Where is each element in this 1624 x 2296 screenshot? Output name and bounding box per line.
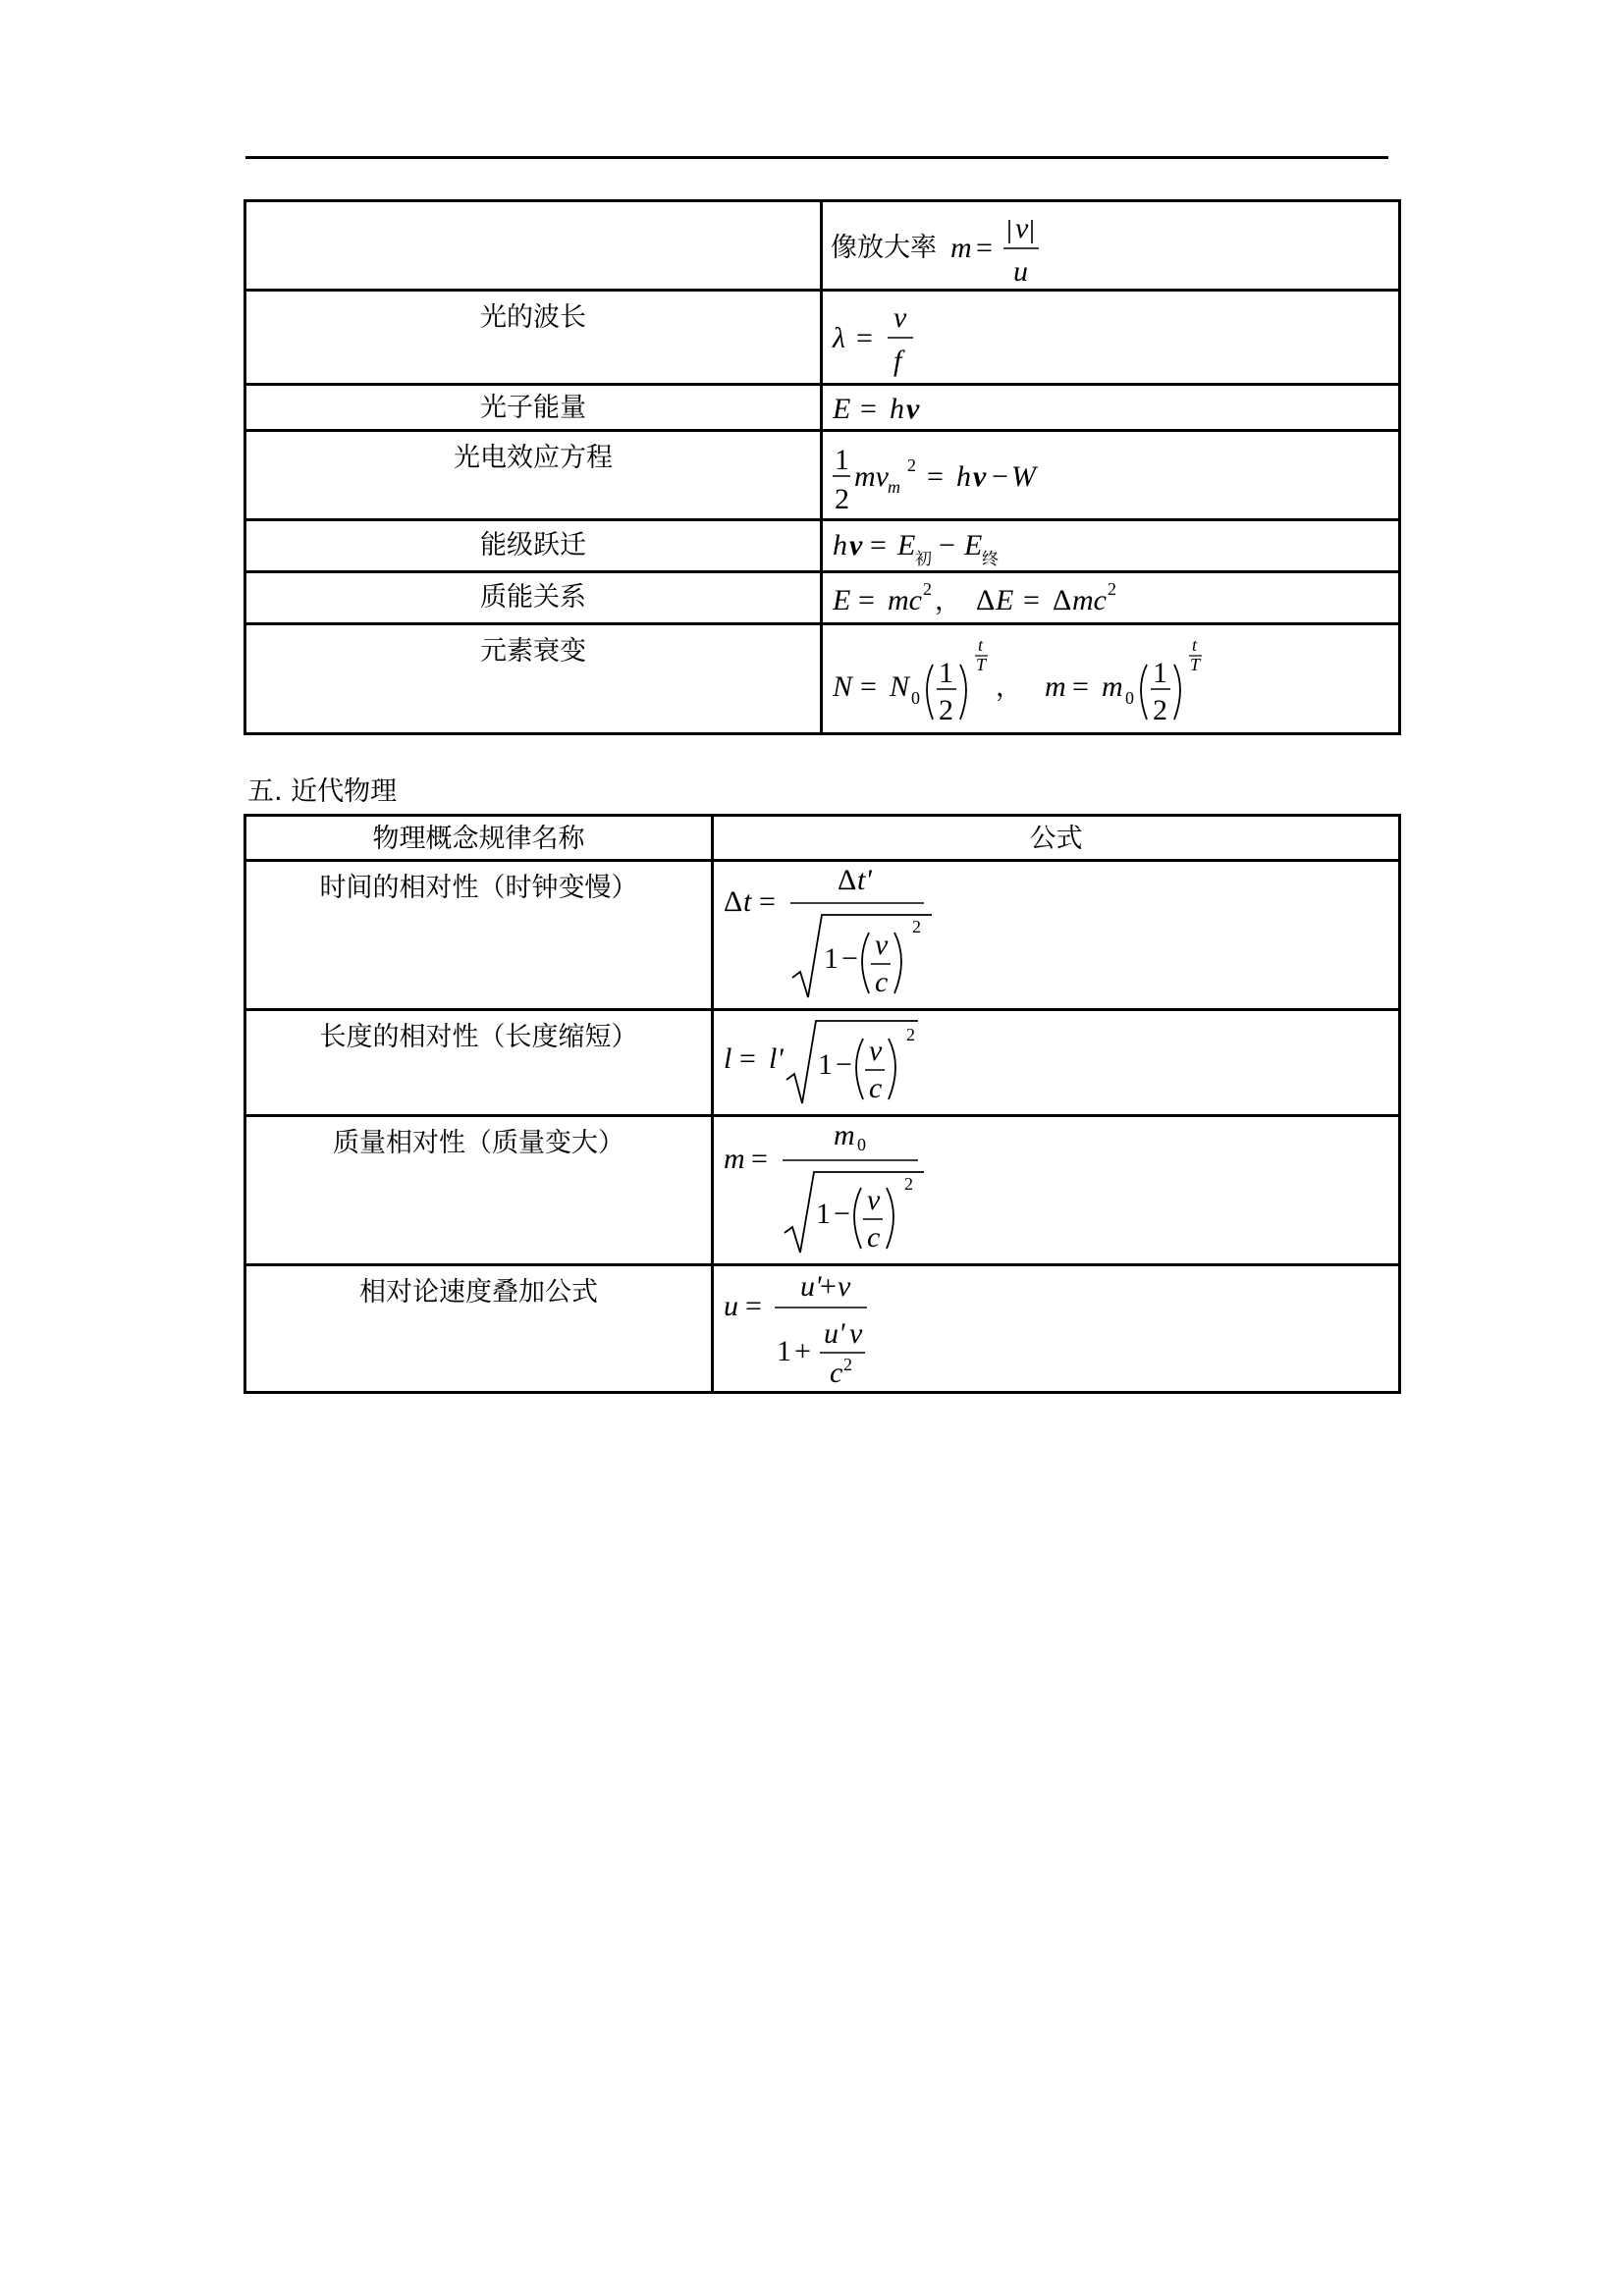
svg-text:2: 2 bbox=[906, 1025, 915, 1044]
svg-text:0: 0 bbox=[857, 1135, 866, 1154]
svg-text:=: = bbox=[860, 393, 877, 425]
formula-velocity-addition bbox=[722, 1266, 957, 1390]
svg-text:=: = bbox=[858, 584, 875, 616]
formula-magnification bbox=[831, 202, 1066, 289]
svg-text:=: = bbox=[927, 460, 944, 493]
svg-text:1: 1 bbox=[1153, 657, 1167, 689]
svg-text:m: m bbox=[888, 477, 900, 497]
svg-text:E: E bbox=[897, 529, 916, 561]
svg-text:1: 1 bbox=[777, 1335, 791, 1367]
svg-text:−: − bbox=[992, 460, 1008, 493]
svg-text:c: c bbox=[867, 1221, 881, 1254]
name-cell bbox=[245, 201, 822, 291]
svg-text:ν: ν bbox=[906, 393, 920, 425]
svg-text:t: t bbox=[978, 635, 984, 655]
table-row bbox=[245, 1265, 1400, 1393]
table-header-row bbox=[245, 816, 1400, 861]
formula-cell bbox=[713, 1265, 1400, 1393]
svg-text:m: m bbox=[724, 1143, 745, 1175]
svg-text:=: = bbox=[860, 670, 877, 703]
name-cell: 质能关系 bbox=[245, 572, 822, 624]
svg-text:=: = bbox=[976, 232, 993, 264]
svg-text:=: = bbox=[745, 1290, 762, 1322]
name-cell: 光子能量 bbox=[245, 385, 822, 431]
name-cell: 质量相对性（质量变大） bbox=[245, 1116, 713, 1265]
svg-text:E: E bbox=[964, 529, 983, 561]
svg-text:E: E bbox=[833, 393, 851, 425]
svg-text:v: v bbox=[867, 1184, 881, 1216]
svg-text:ν: ν bbox=[849, 529, 863, 561]
svg-text:0: 0 bbox=[1125, 688, 1134, 708]
formula-cell bbox=[822, 520, 1400, 572]
svg-text:=: = bbox=[759, 885, 776, 918]
svg-text:1: 1 bbox=[818, 1048, 833, 1081]
svg-text:1: 1 bbox=[824, 942, 839, 975]
formula-cell bbox=[822, 385, 1400, 431]
formula-relativistic-mass bbox=[722, 1117, 957, 1262]
svg-text:2: 2 bbox=[1153, 694, 1167, 726]
name-cell: 光的波长 bbox=[245, 291, 822, 385]
formula-cell bbox=[822, 572, 1400, 624]
header-name-cell: 物理概念规律名称 bbox=[245, 816, 713, 861]
svg-text:−: − bbox=[939, 529, 955, 561]
svg-text:v: v bbox=[838, 1270, 851, 1303]
svg-text:Δ: Δ bbox=[838, 864, 857, 896]
svg-text:初: 初 bbox=[915, 550, 932, 569]
formula-cell bbox=[822, 431, 1400, 520]
formula-decay bbox=[831, 625, 1243, 731]
svg-text:1: 1 bbox=[939, 657, 953, 689]
svg-text:−: − bbox=[836, 1048, 852, 1081]
header-formula-cell: 公式 bbox=[713, 816, 1400, 861]
svg-text:t': t' bbox=[857, 864, 872, 896]
formula-cell bbox=[822, 201, 1400, 291]
svg-text:h: h bbox=[890, 393, 904, 425]
svg-text:1: 1 bbox=[816, 1198, 831, 1230]
svg-text:m: m bbox=[950, 232, 972, 264]
svg-text:=: = bbox=[751, 1143, 768, 1175]
svg-text:2: 2 bbox=[939, 694, 953, 726]
svg-text:E: E bbox=[996, 584, 1014, 616]
svg-text:u': u' bbox=[800, 1270, 822, 1303]
svg-text:c: c bbox=[869, 1072, 883, 1104]
formula-cell bbox=[713, 861, 1400, 1010]
table-row bbox=[245, 1116, 1400, 1265]
formula-time-dilation bbox=[722, 862, 957, 1007]
svg-text:u: u bbox=[1013, 255, 1028, 288]
svg-text:2: 2 bbox=[1108, 579, 1116, 599]
table-row bbox=[245, 572, 1400, 624]
svg-text:−: − bbox=[834, 1198, 850, 1230]
formula-cell bbox=[822, 624, 1400, 734]
svg-text:u: u bbox=[724, 1290, 738, 1322]
svg-text:2: 2 bbox=[923, 579, 932, 599]
svg-text:v: v bbox=[849, 1317, 863, 1350]
svg-text:h: h bbox=[833, 529, 847, 561]
svg-text:=: = bbox=[739, 1042, 756, 1075]
svg-text:，: ， bbox=[996, 672, 1022, 703]
svg-text:t: t bbox=[1192, 635, 1198, 655]
svg-text:T: T bbox=[1190, 655, 1201, 674]
table-row bbox=[245, 624, 1400, 734]
svg-text:l: l bbox=[724, 1042, 732, 1075]
formula-photon-energy bbox=[831, 386, 988, 429]
formula-wavelength bbox=[831, 292, 988, 382]
svg-text:2: 2 bbox=[912, 917, 921, 936]
svg-text:2: 2 bbox=[904, 1174, 913, 1194]
svg-text:m: m bbox=[1102, 670, 1123, 703]
svg-text:c: c bbox=[830, 1357, 843, 1389]
name-cell: 元素衰变 bbox=[245, 624, 822, 734]
svg-text:mv: mv bbox=[854, 460, 889, 493]
svg-text:mc: mc bbox=[1072, 584, 1107, 616]
header-rule bbox=[245, 156, 1388, 159]
table-row bbox=[245, 201, 1400, 291]
svg-text:+: + bbox=[794, 1335, 811, 1367]
svg-text:v: v bbox=[1015, 212, 1029, 244]
formula-length-contraction bbox=[722, 1011, 957, 1113]
svg-text:=: = bbox=[870, 529, 887, 561]
svg-text:E: E bbox=[833, 584, 851, 616]
svg-text:v: v bbox=[893, 301, 907, 334]
formula-cell bbox=[713, 1010, 1400, 1116]
svg-text:v: v bbox=[869, 1035, 883, 1067]
formula-photoelectric bbox=[831, 432, 1086, 518]
modern-physics-table bbox=[244, 814, 1401, 1394]
table-row bbox=[245, 291, 1400, 385]
svg-text:1: 1 bbox=[835, 444, 849, 476]
svg-text:=: = bbox=[856, 322, 873, 354]
optics-formula-table bbox=[244, 199, 1401, 735]
svg-text:v: v bbox=[875, 929, 889, 961]
svg-text:=: = bbox=[1072, 670, 1089, 703]
name-cell: 长度的相对性（长度缩短） bbox=[245, 1010, 713, 1116]
svg-text:l': l' bbox=[769, 1042, 784, 1075]
name-cell: 能级跃迁 bbox=[245, 520, 822, 572]
svg-text:N: N bbox=[833, 670, 853, 703]
svg-text:2: 2 bbox=[843, 1355, 852, 1374]
formula-energy-level bbox=[831, 521, 1066, 570]
svg-text:，: ， bbox=[935, 586, 961, 616]
table-row bbox=[245, 520, 1400, 572]
svg-text:Δ: Δ bbox=[1053, 584, 1072, 616]
svg-text:m: m bbox=[1045, 670, 1066, 703]
formula-mass-energy bbox=[831, 573, 1164, 622]
svg-text:Δ: Δ bbox=[724, 885, 743, 918]
svg-text:Δ: Δ bbox=[976, 584, 996, 616]
svg-text:f: f bbox=[893, 345, 902, 377]
svg-text:c: c bbox=[875, 966, 889, 998]
name-cell: 光电效应方程 bbox=[245, 431, 822, 520]
svg-text:m: m bbox=[834, 1119, 855, 1151]
svg-text:u': u' bbox=[824, 1317, 845, 1350]
svg-text:λ: λ bbox=[833, 322, 845, 354]
svg-text:−: − bbox=[841, 942, 858, 975]
svg-text:2: 2 bbox=[907, 455, 916, 475]
name-cell: 相对论速度叠加公式 bbox=[245, 1265, 713, 1393]
svg-text:像放大率: 像放大率 bbox=[831, 233, 937, 263]
table-row bbox=[245, 431, 1400, 520]
formula-cell bbox=[822, 291, 1400, 385]
formula-cell bbox=[713, 1116, 1400, 1265]
svg-text:h: h bbox=[956, 460, 971, 493]
svg-text:mc: mc bbox=[888, 584, 922, 616]
svg-text:=: = bbox=[1023, 584, 1040, 616]
table-row bbox=[245, 385, 1400, 431]
table-row bbox=[245, 1010, 1400, 1116]
table-row bbox=[245, 861, 1400, 1010]
svg-text:W: W bbox=[1011, 460, 1036, 493]
svg-text:N: N bbox=[890, 670, 910, 703]
svg-text:T: T bbox=[976, 655, 987, 674]
svg-text:t: t bbox=[743, 885, 752, 918]
svg-text:+: + bbox=[820, 1270, 837, 1303]
svg-text:0: 0 bbox=[911, 688, 920, 708]
svg-text:终: 终 bbox=[982, 550, 999, 569]
section-title: 五. 近代物理 bbox=[247, 776, 398, 807]
svg-text:ν: ν bbox=[973, 460, 987, 493]
svg-text:2: 2 bbox=[835, 483, 849, 515]
name-cell: 时间的相对性（时钟变慢） bbox=[245, 861, 713, 1010]
